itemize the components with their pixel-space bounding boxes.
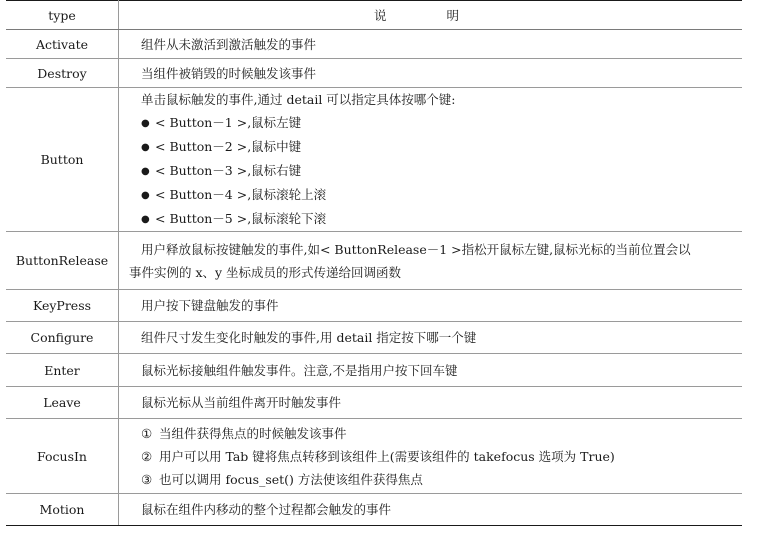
item-text: 当组件获得焦点的时候触发该事件: [159, 425, 347, 441]
table-row: [6, 88, 742, 232]
description-line-2: 事件实例的 x、y 坐标成员的形式传递给回调函数: [129, 264, 402, 280]
list-item: [141, 159, 742, 183]
description-line-1: 用户释放鼠标按键触发的事件,如< ButtonRelease－1 >指松开鼠标左键,鼠标光标的当前位置会以: [141, 241, 691, 257]
button-list: [141, 111, 742, 231]
table-row: [6, 30, 742, 59]
item-text: 也可以调用 focus_set() 方法使该组件获得焦点: [159, 471, 423, 487]
item-number: ②: [141, 448, 153, 464]
event-type: Destroy: [6, 59, 119, 88]
bullet-icon: ●: [141, 190, 150, 201]
item-number: ③: [141, 471, 153, 487]
list-item: [141, 135, 742, 159]
table-row: [6, 59, 742, 88]
table-header-row: [6, 1, 742, 30]
focus-item: [141, 422, 742, 445]
table-row: [6, 322, 742, 354]
event-type: Configure: [6, 322, 119, 354]
table-row: [6, 354, 742, 387]
table-row: [6, 494, 742, 526]
list-item-text: < Button－4 >,鼠标滚轮上滚: [155, 187, 327, 202]
event-table: [6, 0, 742, 526]
header-type: type: [6, 1, 119, 30]
list-item-text: < Button－5 >,鼠标滚轮下滚: [155, 211, 327, 226]
event-description: 组件从未激活到激活触发的事件: [119, 30, 743, 59]
event-description: 用户按下键盘触发的事件: [119, 290, 743, 322]
table-row: [6, 387, 742, 419]
event-description: 鼠标在组件内移动的整个过程都会触发的事件: [119, 494, 743, 526]
description-intro: 单击鼠标触发的事件,通过 detail 可以指定具体按哪个键:: [141, 92, 456, 107]
list-item-text: < Button－1 >,鼠标左键: [155, 115, 302, 130]
item-text: 用户可以用 Tab 键将焦点转移到该组件上(需要该组件的 takefocus 选项为 True): [159, 448, 615, 464]
event-type: Enter: [6, 354, 119, 387]
list-item-text: < Button－2 >,鼠标中键: [155, 139, 302, 154]
event-type: FocusIn: [6, 419, 119, 494]
event-description: 鼠标光标从当前组件离开时触发事件: [119, 387, 743, 419]
bullet-icon: ●: [141, 214, 150, 225]
item-number: ①: [141, 425, 153, 441]
table-row: [6, 232, 742, 290]
bullet-icon: ●: [141, 142, 150, 153]
focus-item: [141, 445, 742, 468]
event-type: KeyPress: [6, 290, 119, 322]
event-type: ButtonRelease: [6, 232, 119, 290]
event-type: Leave: [6, 387, 119, 419]
event-type: Activate: [6, 30, 119, 59]
bullet-icon: ●: [141, 166, 150, 177]
focus-item: [141, 468, 742, 491]
event-description: 鼠标光标接触组件触发事件。注意,不是指用户按下回车键: [119, 354, 743, 387]
table-row: [6, 419, 742, 494]
table-row: [6, 290, 742, 322]
event-type: Motion: [6, 494, 119, 526]
bullet-icon: ●: [141, 118, 150, 129]
event-type: Button: [6, 88, 119, 232]
event-description: [119, 232, 743, 290]
header-description: 说 明: [119, 1, 743, 30]
event-description: [119, 88, 743, 232]
event-description: [119, 419, 743, 494]
list-item: [141, 111, 742, 135]
event-description: 当组件被销毁的时候触发该事件: [119, 59, 743, 88]
list-item: [141, 183, 742, 207]
list-item-text: < Button－3 >,鼠标右键: [155, 163, 302, 178]
event-description: 组件尺寸发生变化时触发的事件,用 detail 指定按下哪一个键: [119, 322, 743, 354]
list-item: [141, 207, 742, 231]
